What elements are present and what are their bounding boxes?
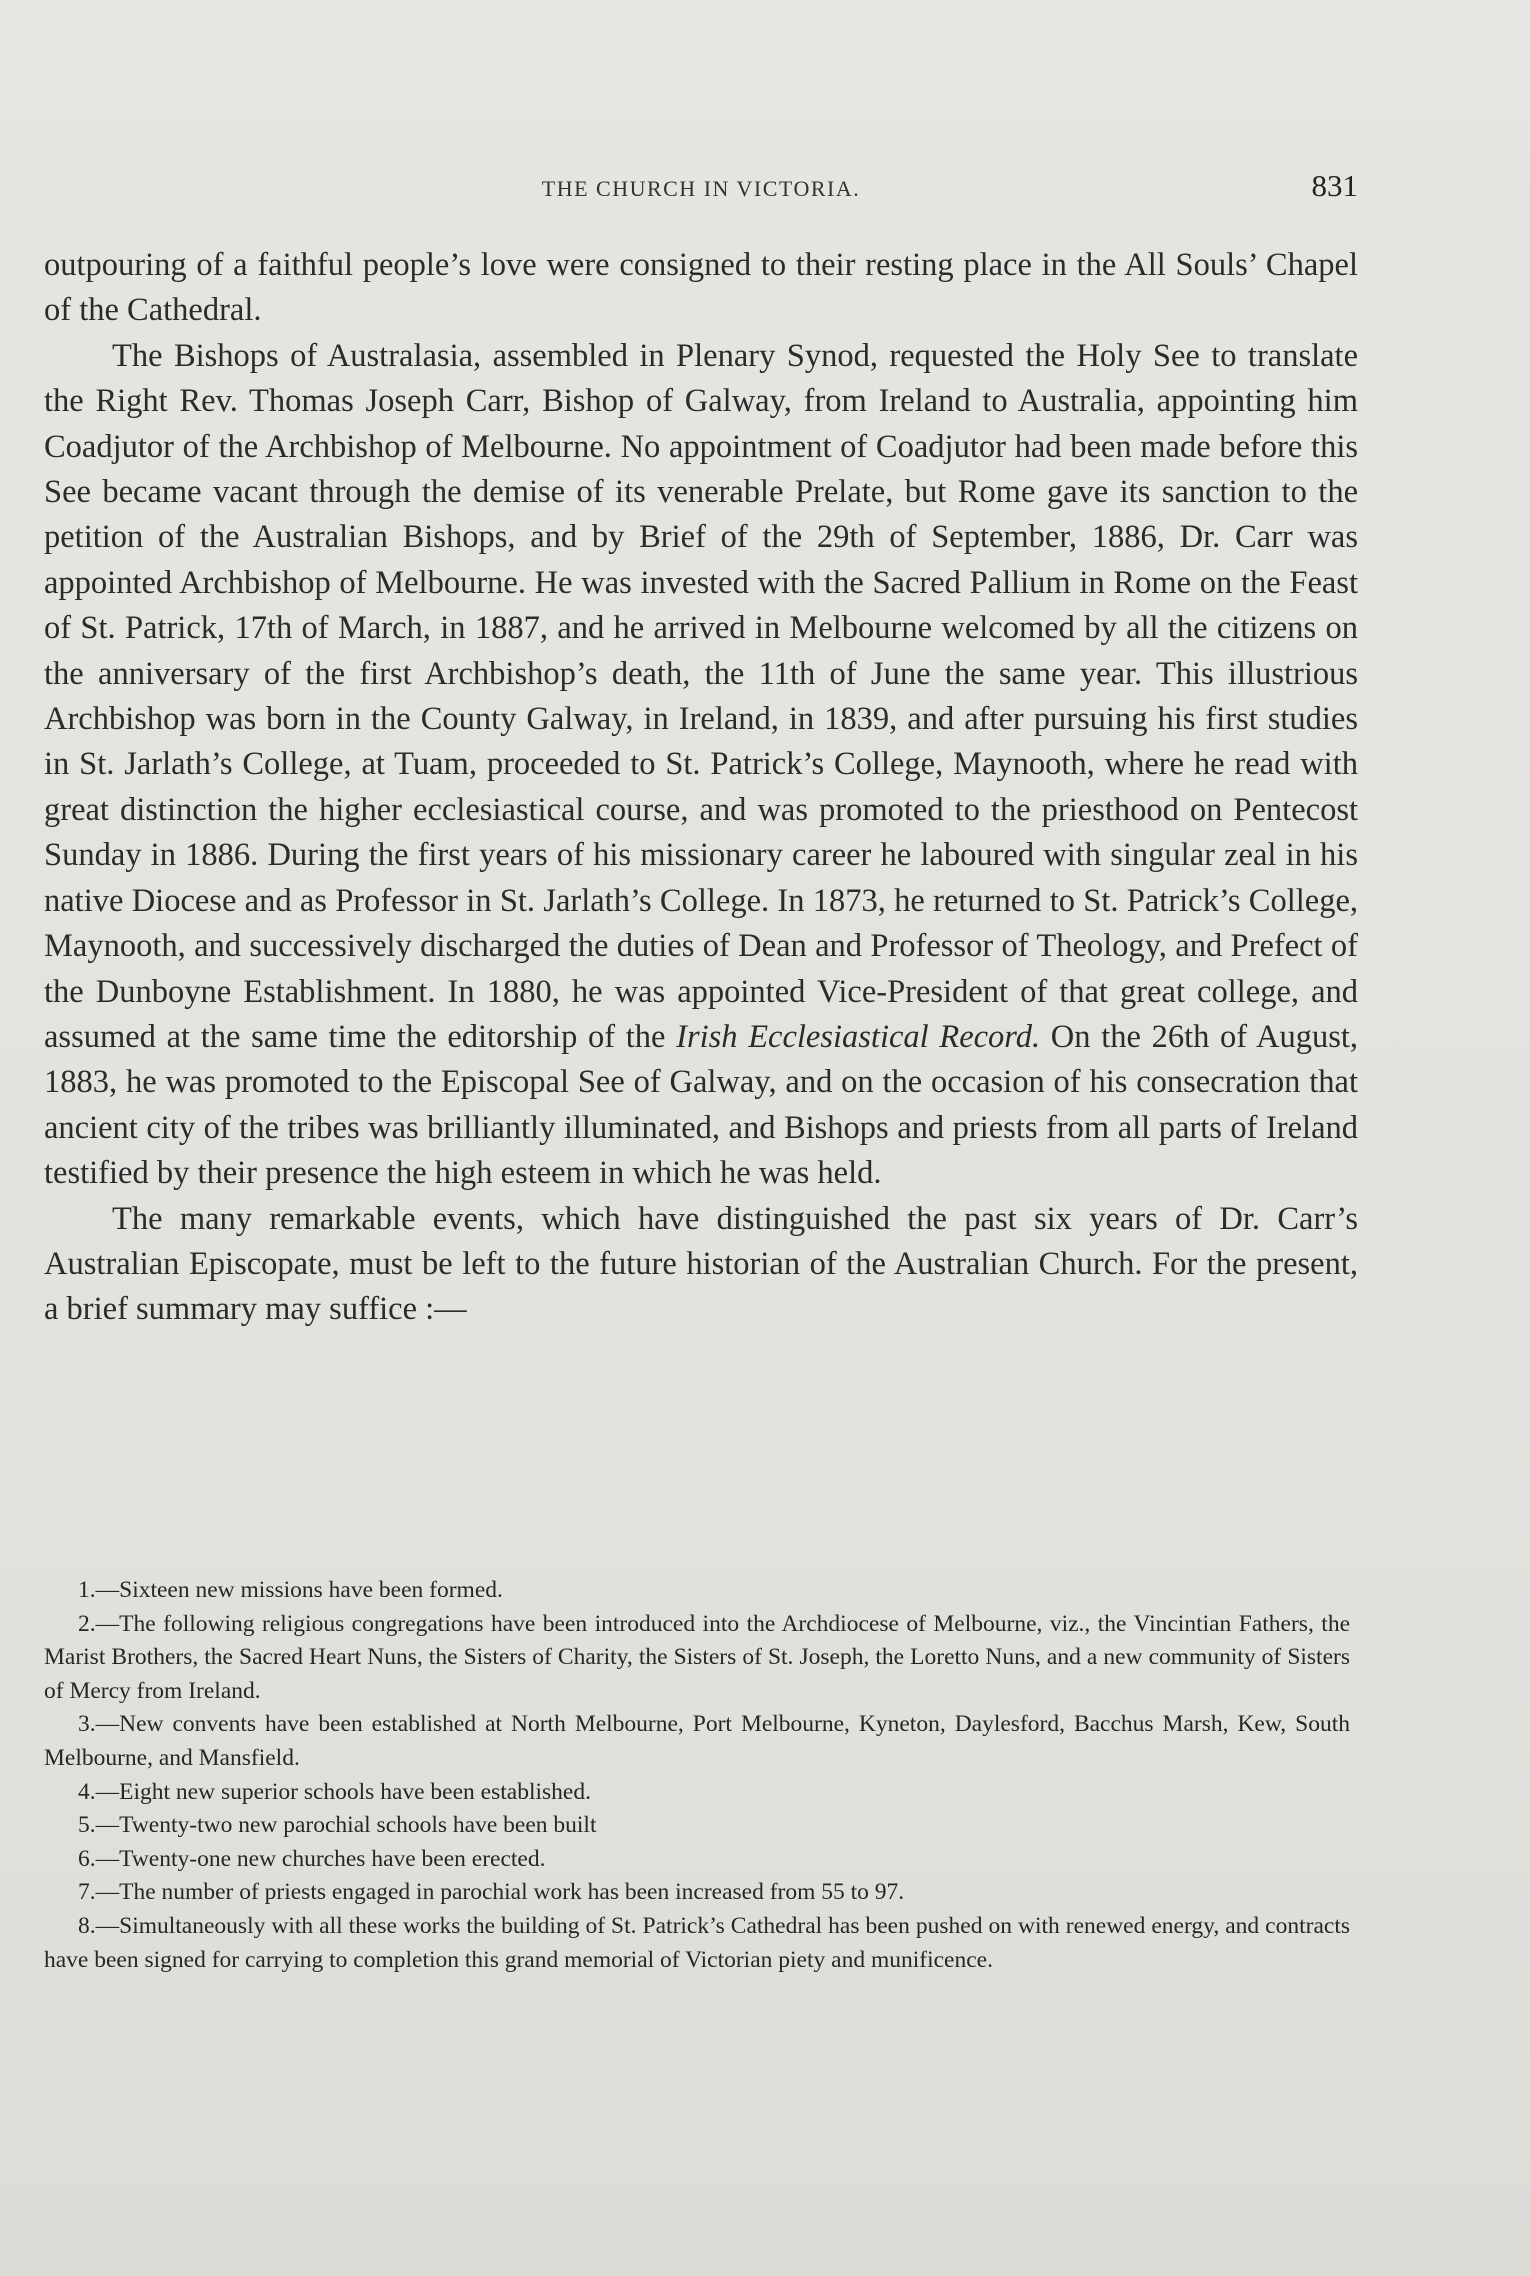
summary-list bbox=[44, 1574, 1350, 1977]
paragraph bbox=[44, 334, 1358, 1197]
list-item: 3.—New convents have been established at North Melbourne, Port Melbourne, Kyneton, Daylesford, Bacchus Marsh, Kew, South Melbourne, and Mansfield. bbox=[44, 1711, 1350, 1771]
list-item: 5.—Twenty-two new parochial schools have been built bbox=[78, 1812, 597, 1839]
body-text bbox=[44, 243, 1358, 1333]
paragraph bbox=[44, 1197, 1358, 1333]
list-item: 1.—Sixteen new missions have been formed. bbox=[78, 1577, 503, 1603]
paragraph-text: On the 26th of August, 1883, he was promoted to the Episcopal See of Galway, and on the occasion of his consecration that ancient city of the tribes was brilliantly illuminated, and Bishops and priests from all parts of Ireland testified by their presence the high esteem in which he was held. bbox=[44, 1018, 1358, 1192]
list-item: 6.—Twenty-one new churches have been erected. bbox=[78, 1845, 546, 1872]
paragraph-text: outpouring of a faithful people’s love were consigned to their resting place in the All Souls’ Chapel of the Cathedral. bbox=[44, 247, 1358, 329]
running-head: THE CHURCH IN VICTORIA. bbox=[541, 176, 861, 201]
paragraph bbox=[44, 243, 1358, 334]
paragraph-text: The Bishops of Australasia, assembled in Plenary Synod, requested the Holy See to translate the Right Rev. Thomas Joseph Carr, Bishop of Galway, from Ireland to Australia, appointing him Coadjutor of the Archbishop of Melbourne. No appointment of Coadjutor had been made before this See became vacant through the demise of its venerable Prelate, but Rome gave its sanction to the petition of the Australian Bishops, and by Brief of the 29th of September, 1886, Dr. Carr was appointed Archbishop of Melbourne. He was invested with the Sacred Pallium in Rome on the Feast of St. Patrick, 17th of March, in 1887, and he arrived in Melbourne welcomed by all the citizens on the anniversary of the first Archbishop’s death, the 11th of June the same year. This illustrious Archbishop was born in the County Galway, in Ireland, in 1839, and after pursuing his first studies in St. Jarlath’s College, at Tuam, proceeded to St. Patrick’s College, Maynooth, where he read with great distinction the higher ecclesiastical course, and was promoted to the priesthood on Pentecost Sunday in 1886. During the first years of his missionary career he laboured with singular zeal in his native Diocese and as Professor in St. Jarlath’s College. In 1873, he returned to St. Patrick’s College, Maynooth, and successively discharged the duties of Dean and Professor of Theology, and Prefect of the Dunboyne Establishment. In 1880, he was appointed Vice-President of that great college, and assumed at the same time the editorship of the bbox=[44, 337, 1358, 1055]
list-item: 2.—The following religious congregations have been introduced into the Archdiocese of Melbourne, viz., the Vincintian Fathers, the Marist Brothers, the Sacred Heart Nuns, the Sisters of Charity, the Sisters of St. Joseph, the Loretto Nuns, and a new community of Sisters of Mercy from Ireland. bbox=[44, 1610, 1350, 1704]
list-item: 8.—Simultaneously with all these works the building of St. Patrick’s Cathedral has been pushed on with renewed energy, and contracts have been signed for carrying to completion this grand memorial of Victorian piety and munificence. bbox=[44, 1912, 1350, 1973]
journal-title: Irish Ecclesiastical Record. bbox=[676, 1018, 1041, 1055]
page-number: 831 bbox=[1311, 168, 1358, 203]
list-item: 4.—Eight new superior schools have been established. bbox=[78, 1778, 591, 1805]
page-header bbox=[44, 168, 1358, 208]
paragraph-text: The many remarkable events, which have distinguished the past six years of Dr. Carr’s Australian Episcopate, must be left to the future historian of the Australian Church. For the present, a brief summary may suffice :— bbox=[44, 1200, 1358, 1328]
list-item: 7.—The number of priests engaged in parochial work has been increased from 55 to 97. bbox=[78, 1879, 905, 1906]
